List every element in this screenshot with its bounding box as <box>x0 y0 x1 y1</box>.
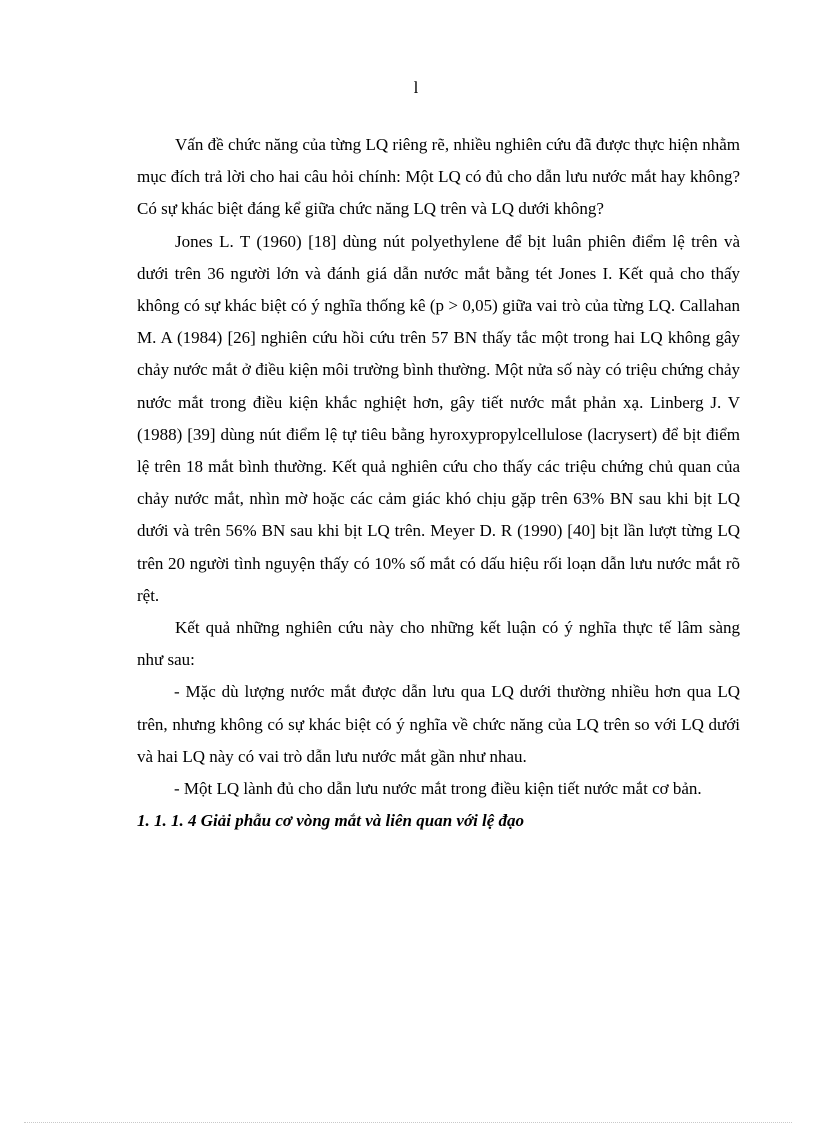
page-number: l <box>413 78 419 97</box>
document-body <box>137 129 740 837</box>
paragraph-studies-review: Jones L. T (1960) [18] dùng nút polyethylene để bịt luân phiên điểm lệ trên và dưới trên 36 người lớn và đánh giá dẫn nước mắt bằng tét Jones I. Kết quả cho thấy không có sự khác biệt có ý nghĩa thống kê (p > 0,05) giữa vai trò của từng LQ. Callahan M. A (1984) [26] nghiên cứu hồi cứu trên 57 BN thấy tắc một trong hai LQ không gây chảy nước mắt ở điều kiện môi trường bình thường. Một nửa số này có triệu chứng chảy nước mắt trong điều kiện khắc nghiệt hơn, gây tiết nước mắt phản xạ. Linberg J. V (1988) [39] dùng nút điểm lệ tự tiêu bằng hyroxypropylcellulose (lacrysert) để bịt điểm lệ trên 18 mắt bình thường. Kết quả nghiên cứu cho thấy các triệu chứng chủ quan của chảy nước mắt, nhìn mờ hoặc các cảm giác khó chịu gặp trên 63% BN sau khi bịt LQ dưới và trên 56% BN sau khi bịt LQ trên. Meyer D. R (1990) [40] bịt lần lượt từng LQ trên 20 người tình nguyện thấy có 10% số mắt có dấu hiệu rối loạn dẫn lưu nước mắt rõ rệt. <box>137 231 740 605</box>
paragraph-canaliculus-function: Vấn đề chức năng của từng LQ riêng rẽ, nhiều nghiên cứu đã được thực hiện nhằm mục đích trả lời cho hai câu hỏi chính: Một LQ có đủ cho dẫn lưu nước mắt hay không? Có sự khác biệt đáng kể giữa chức năng LQ trên và LQ dưới không? <box>137 135 740 219</box>
paragraph-conclusions-intro: Kết quả những nghiên cứu này cho những kết luận có ý nghĩa thực tế lâm sàng như sau: <box>137 618 740 670</box>
section-heading: 1. 1. 1. 4 Giải phẫu cơ vòng mắt và liên quan với lệ đạo <box>137 811 525 831</box>
bullet-conclusion-2: - Một LQ lành đủ cho dẫn lưu nước mắt trong điều kiện tiết nước mắt cơ bản. <box>174 779 702 799</box>
bullet-conclusion-1: - Mặc dù lượng nước mắt được dẫn lưu qua LQ dưới thường nhiều hơn qua LQ trên, nhưng không có sự khác biệt có ý nghĩa về chức năng của LQ trên so với LQ dưới và hai LQ này có vai trò dẫn lưu nước mắt gần như nhau. <box>137 682 740 766</box>
